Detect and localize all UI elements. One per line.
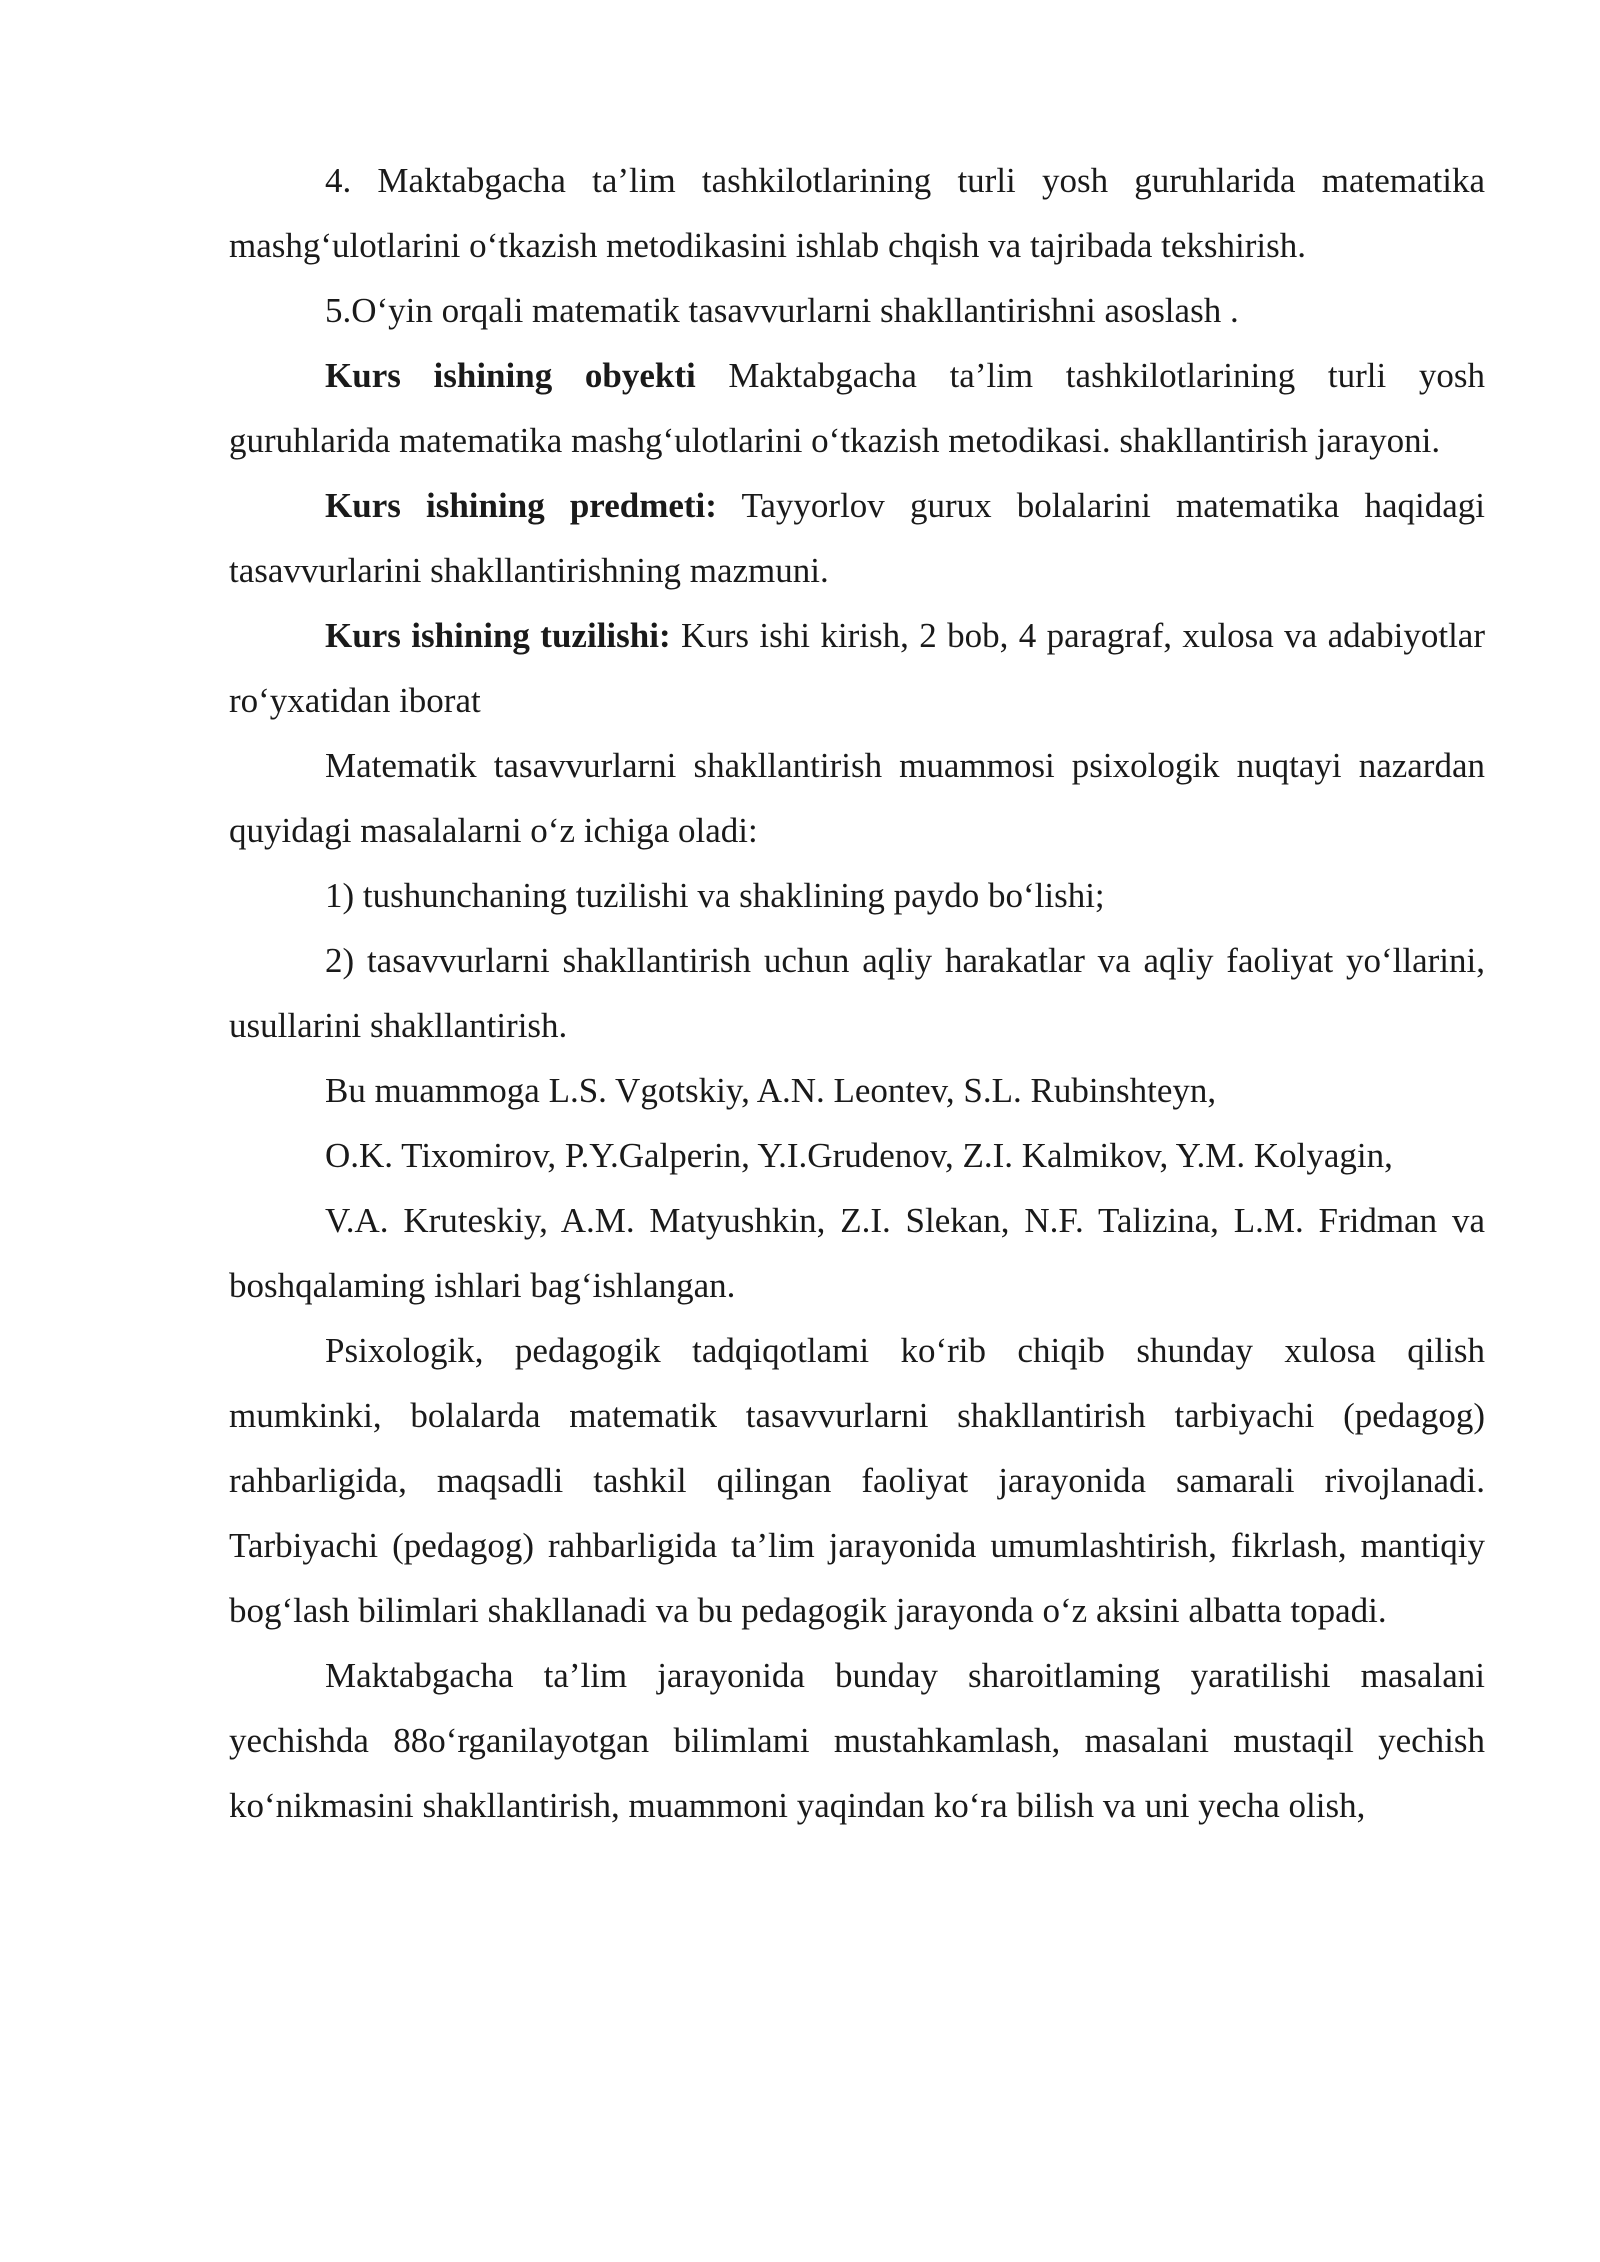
paragraph-authors-3	[229, 1188, 1485, 1318]
paragraph-text: 5.O‘yin orqali matematik tasavvurlarni shakllantirishni asoslash .	[325, 291, 1239, 330]
paragraph-preschool-conditions	[229, 1643, 1485, 1838]
paragraph-text: 1) tushunchaning tuzilishi va shaklining paydo bo‘lishi;	[325, 876, 1105, 915]
document-body	[229, 148, 1485, 1838]
paragraph-course-structure	[229, 603, 1485, 733]
paragraph-objective-4	[229, 148, 1485, 278]
paragraph-authors-1	[229, 1058, 1485, 1123]
paragraph-objective-5	[229, 278, 1485, 343]
paragraph-text: 2) tasavvurlarni shakllantirish uchun aqliy harakatlar va aqliy faoliyat yo‘llarini, usullarini shakllantirish.	[229, 941, 1485, 1045]
paragraph-label: Kurs ishining predmeti:	[325, 486, 717, 525]
paragraph-course-object	[229, 343, 1485, 473]
paragraph-course-subject	[229, 473, 1485, 603]
paragraph-authors-2	[229, 1123, 1485, 1188]
paragraph-text: 4. Maktabgacha ta’lim tashkilotlarining turli yosh guruhlarida matematika mashg‘ulotlarini o‘tkazish metodikasini ishlab chqish va tajribada tekshirish.	[229, 161, 1485, 265]
paragraph-text: Psixologik, pedagogik tadqiqotlami ko‘rib chiqib shunday xulosa qilish mumkinki, bolalarda matematik tasavvurlarni shakllantirish tarbiyachi (pedagog) rahbarligida, maqsadli tashkil qilingan faoliyat jarayonida samarali rivojlanadi. Tarbiyachi (pedagog) rahbarligida ta’lim jarayonida umumlashtirish, fikrlash, mantiqiy bog‘lash bilimlari shakllanadi va bu pedagogik jarayonda o‘z aksini albatta topadi.	[229, 1331, 1485, 1630]
paragraph-label: Kurs ishining obyekti	[325, 356, 696, 395]
paragraph-text: Bu muammoga L.S. Vgotskiy, A.N. Leontev, S.L. Rubinshteyn,	[325, 1071, 1217, 1110]
paragraph-text: Tayyorlov gurux bolalarini matematika haqidagi tasavvurlarini shakllantirishning mazmuni.	[229, 486, 1485, 590]
paragraph-text: O.K. Tixomirov, P.Y.Galperin, Y.I.Grudenov, Z.I. Kalmikov, Y.M. Kolyagin,	[325, 1136, 1393, 1175]
paragraph-list-item-2	[229, 928, 1485, 1058]
paragraph-text: V.A. Kruteskiy, A.M. Matyushkin, Z.I. Slekan, N.F. Talizina, L.M. Fridman va boshqalaming ishlari bag‘ishlangan.	[229, 1201, 1485, 1305]
paragraph-list-item-1	[229, 863, 1485, 928]
paragraph-conclusion	[229, 1318, 1485, 1643]
paragraph-text: Matematik tasavvurlarni shakllantirish muammosi psixologik nuqtayi nazardan quyidagi masalalarni o‘z ichiga oladi:	[229, 746, 1485, 850]
paragraph-text: Maktabgacha ta’lim tashkilotlarining turli yosh guruhlarida matematika mashg‘ulotlarini o‘tkazish metodikasi. shakllantirish jarayoni.	[229, 356, 1486, 460]
paragraph-text: Maktabgacha ta’lim jarayonida bunday sharoitlaming yaratilishi masalani yechishda 88o‘rganilayotgan bilimlami mustahkamlash, masalani mustaqil yechish ko‘nikmasini shakllantirish, muammoni yaqindan ko‘ra bilish va uni yecha olish,	[229, 1656, 1485, 1825]
paragraph-problem-intro	[229, 733, 1485, 863]
paragraph-label: Kurs ishining tuzilishi:	[325, 616, 671, 655]
paragraph-text: Kurs ishi kirish, 2 bob, 4 paragraf, xulosa va adabiyotlar ro‘yxatidan iborat	[229, 616, 1485, 720]
